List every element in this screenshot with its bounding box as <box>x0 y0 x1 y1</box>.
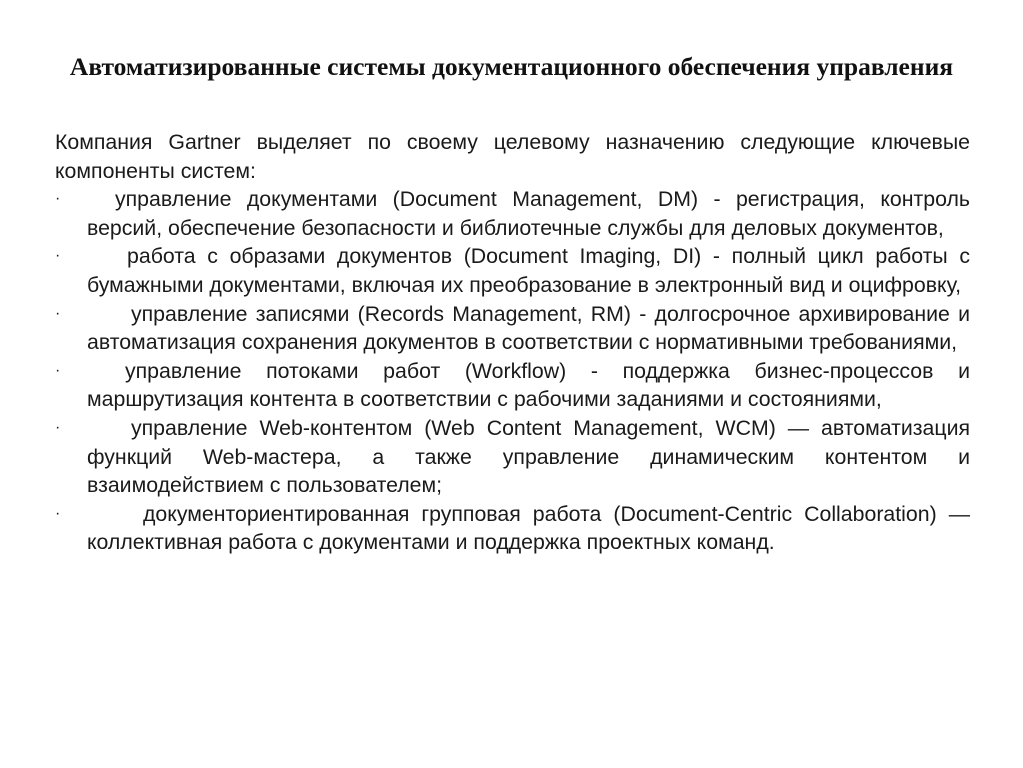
list-item <box>55 357 970 414</box>
slide-body <box>55 128 970 557</box>
list-item <box>55 414 970 500</box>
bullet-dot: · <box>55 504 61 522</box>
list-item-text: управление документами (Document Management, DM) - регистрация, контроль версий, обеспечение безопасности и библиотечные службы для деловых документов, <box>87 187 970 240</box>
list-item-text: управление потоками работ (Workflow) - поддержка бизнес-процессов и маршрутизация контента в соответствии с рабочими заданиями и состояниями, <box>87 358 970 412</box>
bullet-dot: · <box>55 190 61 208</box>
list-item-text: работа с образами документов (Document Imaging, DI) - полный цикл работы с бумажными документами, включая их преобразование в электронный вид и оцифровку, <box>87 244 970 297</box>
bullet-dot: · <box>55 304 61 322</box>
list-item <box>55 242 970 299</box>
bullet-dot: · <box>55 247 61 265</box>
bullet-dot: · <box>55 361 61 379</box>
component-list <box>55 185 970 557</box>
list-item-text: управление записями (Records Management, RM) - долгосрочное архивирование и автоматизация сохранения документов в соответствии с нормативными требованиями, <box>87 301 970 355</box>
slide-title: Автоматизированные системы документационного обеспечения управления <box>69 52 954 81</box>
list-item <box>55 300 970 357</box>
list-item-text: документориентированная групповая работа (Document-Centric Collaboration) — коллективная работа с документами и поддержка проектных команд. <box>87 501 970 555</box>
list-item <box>55 185 970 242</box>
bullet-dot: · <box>55 418 61 436</box>
intro-paragraph: Компания Gartner выделяет по своему целевому назначению следующие ключевые компоненты систем: <box>55 130 970 183</box>
list-item <box>55 500 970 557</box>
list-item-text: управление Web-контентом (Web Content Management, WCM) — автоматизация функций Web-мастера, а также управление динамическим контентом и взаимодействием с пользователем; <box>87 415 970 498</box>
